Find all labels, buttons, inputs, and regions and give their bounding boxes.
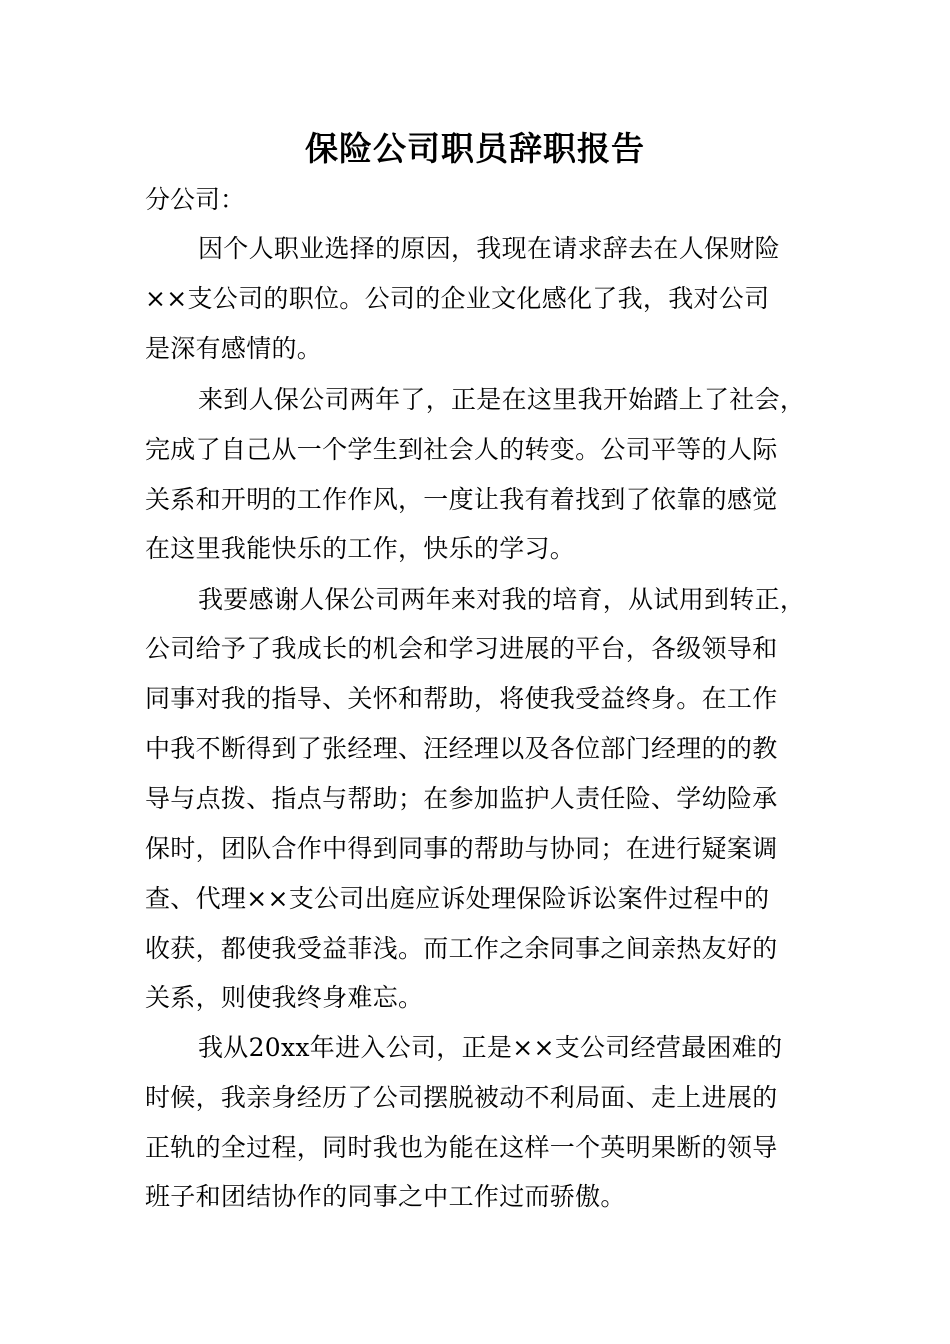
paragraph-4-line-3: 正轨的全过程，同时我也为能在这样一个英明果断的领导	[145, 1133, 778, 1162]
salutation: 分公司：	[145, 185, 246, 214]
paragraph-3-line-9: 关系，则使我终身难忘。	[145, 983, 424, 1012]
paragraph-2-line-1: 来到人保公司两年了，正是在这里我开始踏上了社会，	[198, 385, 806, 414]
paragraph-3-line-6: 保时，团队合作中得到同事的帮助与协同；在进行疑案调	[145, 834, 778, 863]
paragraph-2-line-4: 在这里我能快乐的工作，快乐的学习。	[145, 534, 576, 563]
paragraph-4-line-4: 班子和团结协作的同事之中工作过而骄傲。	[145, 1182, 626, 1211]
paragraph-3-line-4: 中我不断得到了张经理、汪经理以及各位部门经理的的教	[145, 734, 778, 763]
paragraph-1-line-2: ××支公司的职位。公司的企业文化感化了我，我对公司	[145, 284, 770, 313]
paragraph-4-line-2: 时候，我亲身经历了公司摆脱被动不利局面、走上进展的	[145, 1083, 778, 1112]
document-title: 保险公司职员辞职报告	[305, 129, 645, 168]
paragraph-3-line-2: 公司给予了我成长的机会和学习进展的平台，各级领导和	[145, 634, 778, 663]
paragraph-1-line-1: 因个人职业选择的原因，我现在请求辞去在人保财险	[198, 234, 780, 263]
paragraph-2-line-2: 完成了自己从一个学生到社会人的转变。公司平等的人际	[145, 435, 778, 464]
paragraph-3-line-1: 我要感谢人保公司两年来对我的培育，从试用到转正，	[198, 585, 806, 614]
paragraph-4-line-1: 我从20xx年进入公司，正是××支公司经营最困难的	[198, 1033, 783, 1062]
paragraph-1-line-3: 是深有感情的。	[145, 334, 323, 363]
paragraph-3-line-7: 查、代理××支公司出庭应诉处理保险诉讼案件过程中的	[145, 884, 770, 913]
paragraph-3-line-8: 收获，都使我受益菲浅。而工作之余同事之间亲热友好的	[145, 934, 778, 963]
paragraph-3-line-5: 导与点拨、指点与帮助；在参加监护人责任险、学幼险承	[145, 784, 778, 813]
paragraph-3-line-3: 同事对我的指导、关怀和帮助，将使我受益终身。在工作	[145, 684, 778, 713]
paragraph-2-line-3: 关系和开明的工作作风，一度让我有着找到了依靠的感觉	[145, 485, 778, 514]
